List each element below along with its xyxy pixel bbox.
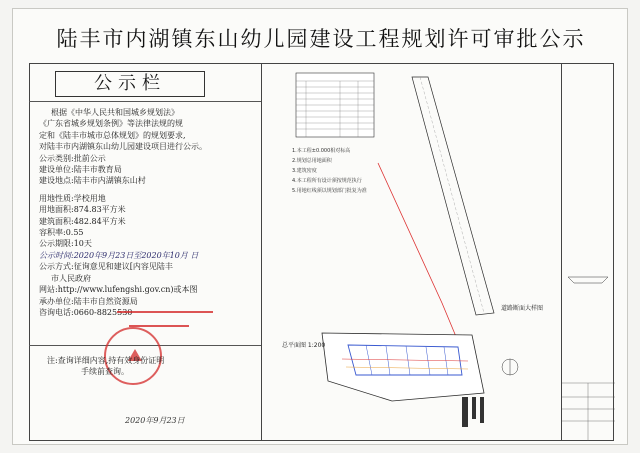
notice-line: 根据《中华人民共和国城乡规划法》	[51, 108, 179, 117]
plan-note: 3.建筑密度	[292, 168, 317, 174]
location: 建设地点:陆丰市内湖镇东山村	[39, 176, 146, 186]
signature-date: 2020年9月23日	[125, 416, 185, 425]
footnote	[47, 355, 164, 377]
footnote-line: 手续前查询。	[81, 367, 129, 376]
notice-line: 定和《陆丰市城市总体规划》的规划要求,	[39, 130, 186, 140]
plan-note: 2.规划总用地面积	[292, 158, 332, 164]
plan-note: 4.本工程所有设计须按规范执行	[292, 178, 362, 184]
developer: 建设单位:陆丰市教育局	[39, 165, 122, 175]
organizer: 承办单位:陆丰市自然资源局	[39, 296, 138, 306]
notice-time: 公示时间:2020年9月23日至2020年10月 日	[39, 250, 199, 260]
section-label: 道路断面大样图	[501, 305, 544, 312]
site-plan-drawing	[262, 63, 562, 441]
title-block-drawing	[562, 63, 615, 441]
footnote-line: 注:查询详细内容,持有效身份证明	[47, 356, 165, 365]
plan-scale: 总平面图 1:200	[282, 342, 326, 349]
board-heading: 公示栏	[55, 71, 205, 97]
page-title: 陆丰市内湖镇东山幼儿园建设工程规划许可审批公示	[56, 27, 586, 51]
red-underline	[117, 311, 213, 313]
notice-method: 公示方式:征询意见和建议[内容见陆丰	[39, 262, 173, 272]
plan-note: 5.用地红线须以规划部门批复为准	[292, 188, 367, 194]
land-use: 用地性质:学校用地	[39, 193, 106, 203]
notice-line: 《广东省城乡规划条例》等法律法规的规	[39, 119, 183, 129]
phone: 咨询电话:0660-8825530	[39, 307, 133, 317]
title-block	[561, 63, 615, 441]
website: 网站:http://www.lufengshi.gov.cn)或本图	[39, 285, 198, 295]
plot-ratio: 容积率:0.55	[39, 228, 84, 238]
land-area: 用地面积:874.83平方米	[39, 205, 126, 215]
divider	[29, 101, 261, 102]
notice-method-cont: 市人民政府	[51, 273, 91, 283]
red-underline	[129, 325, 189, 327]
notice-line: 对陆丰市内湖镇东山幼儿园建设项目进行公示。	[39, 142, 207, 152]
plan-note: 1.本工程±0.000相对标高	[292, 148, 351, 154]
building-area: 建筑面积:482.84平方米	[39, 216, 126, 226]
project-category: 公示类别:批前公示	[39, 153, 106, 163]
notice-sheet	[12, 8, 628, 445]
notice-body	[39, 107, 253, 318]
notice-period: 公示期限:10天	[39, 239, 92, 249]
site-plan	[261, 63, 562, 441]
notice-board	[29, 63, 261, 441]
